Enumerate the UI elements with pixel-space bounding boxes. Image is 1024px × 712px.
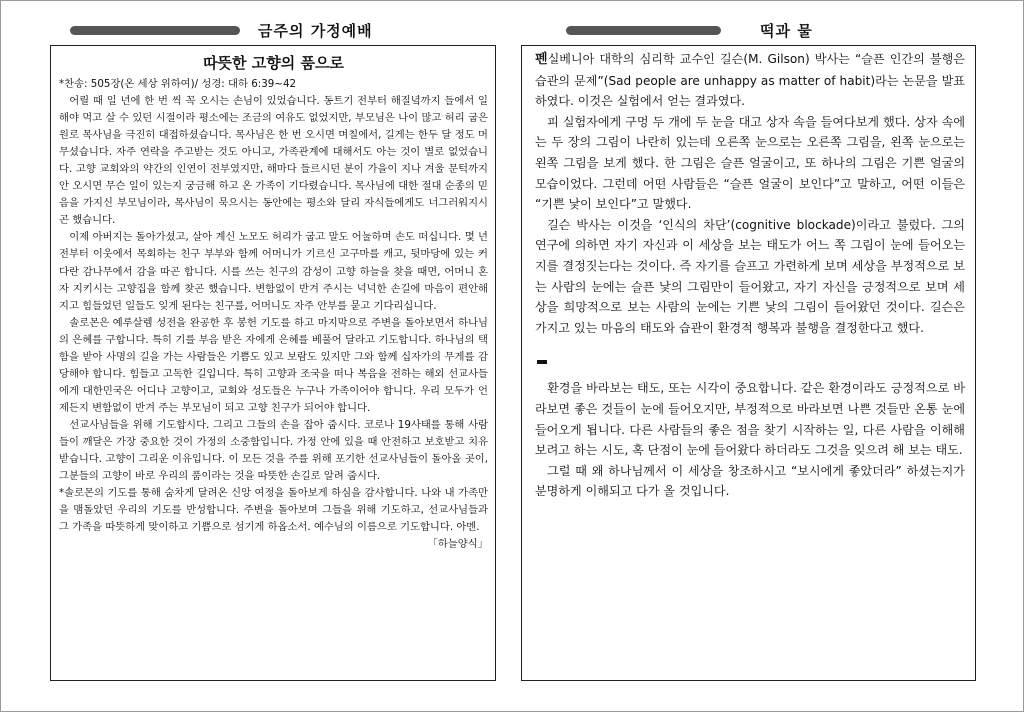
intro-text: 실베니아 대학의 심리학 교수인 길슨(M. Gilson) 박사는 “슬픈 인간의 불행은 습관의 문제”(Sad people are unhappy as matter of habit)라는 논문을 발표하였다. 이것은 실험에서 얻는 결과였다. [535,52,965,109]
source-signature: 「하늘양식」 [427,538,488,551]
prayer-text: *솔로몬의 기도를 통해 숨차게 달려온 신앙 여정을 돌아보게 하심을 감사합니다. 나와 내 가족만을 맴돌았던 우리의 기도를 반성합니다. 주변을 돌아보며 그들을 위해 기도하고, 선교사님들과 그 가족을 따뜻하게 맞이하고 기쁨으로 섬기게 하옵소서. 예수님의 이름으로 기도합니다. 아멘. [59,487,488,534]
left-paragraph: 선교사님들을 위해 기도합시다. 그리고 그들의 손을 잡아 줍시다. 코로나 19사태를 통해 사람들이 깨달은 가장 중요한 것이 가정의 소중함입니다. 가정 안에 있을 때 안전하고 보호받고 치유 받습니다. 고향이 그리운 이유입니다. 이 모든 것을 주를 위해 포기한 선교사님들이 돌아올 곳이, 그분들의 고향이 바로 우리의 품이라는 것을 따뜻한 손길로 알려 줍시다. [59,418,488,483]
right-paragraph: 길슨 박사는 이것을 ‘인식의 차단’(cognitive blockade)이라고 불렀다. 그의 연구에 의하면 자기 자신과 이 세상을 보는 태도가 어느 쪽 그림이 눈에 들어오는지를 결정짓는다는 것이다. 즉 자기를 슬프고 가련하게 보며 세상을 부정적으로 보는 사람의 눈에는 슬픈 낯의 그림만이 들어왔고, 자기 자신을 긍정적으로 보며 세상을 희망적으로 보는 사람의 눈에는 기쁜 낯의 그림이 들어왔던 것이다. 길슨은 가지고 있는 마음의 태도와 습관이 환경적 행복과 불행을 결정한다고 했다. [535,217,965,335]
left-paragraph: 이제 아버지는 돌아가셨고, 살아 계신 노모도 허리가 굽고 말도 어눌하며 손도 떠십니다. 몇 년 전부터 이웃에서 목회하는 친구 부부와 함께 어머니가 기르신 고구마를 캐고, 뒷마당에 있는 커다란 감나무에서 감을 따곤 합니다. 시를 쓰는 친구의 감성이 고향 하늘을 찾을 때면, 어머니 혼자 지키시는 고향집을 함께 찾곤 했습니다. 변함없이 반겨 주시는 넉넉한 손길에 마음이 편안해지고 힘들었던 일들도 잊게 된다는 친구를, 어머니도 자주 안부를 묻고 기다리십니다. [59,231,488,312]
left-header-bar [70,26,240,35]
article-title: 따뜻한 고향의 품으로 [203,54,344,72]
right-paragraph: 환경을 바라보는 태도, 또는 시각이 중요합니다. 같은 환경이라도 긍정적으로 바라보면 좋은 것들이 눈에 들어오지만, 부정적으로 바라보면 나쁜 것들만 온통 눈에 들어오게 됩니다. 다른 사람들의 좋은 점을 찾기 시작하는 일, 다른 사람을 이해해 보려고 하는 시도, 혹 단점이 눈에 들어왔다 하더라도 그것을 잊으려 해 보는 태도. [535,381,965,458]
left-header-title: 금주의 가정예배 [258,22,373,40]
right-paragraph: 피 실험자에게 구멍 두 개에 두 눈을 대고 상자 속을 들여다보게 했다. 상자 속에는 두 장의 그림이 나란히 있는데 오른쪽 눈으로는 오른쪽 그림을, 왼쪽 눈으로는 왼쪽 그림을 보게 했다. 한 그림은 슬픈 얼굴이고, 또 하나의 그림은 기쁜 얼굴의 모습이었다. 그런데 어떤 사람들은 “슬픈 얼굴이 보인다”고 말하고, 어떤 이들은 “기쁜 낯이 보인다”고 말했다. [535,114,965,212]
hymn-scripture-line: *찬송: 505장(온 세상 위하여)/ 성경: 대하 6:39~42 [59,78,297,90]
left-column [50,45,496,681]
intro-first-word: 펜 [535,52,548,67]
right-paragraph: 그럴 때 왜 하나님께서 이 세상을 창조하시고 “보시에게 좋았더라” 하셨는지가 분명하게 이해되고 다가 올 것입니다. [535,463,965,499]
prayer-paragraph [59,485,488,551]
left-paragraph: 어릴 때 일 년에 한 번 씩 꼭 오시는 손님이 있었습니다. 동트기 전부터 해질녘까지 들에서 일해야 먹고 살 수 있던 시절이라 평소에는 조금의 여유도 없었지만, 부모님은 나이 많고 허리 굽은 원로 목사님을 극진히 대접하셨습니다. 목사님은 한 번 오시면 며칠에서, 길게는 한두 달 정도 머무셨습니다. 자주 연락을 주고받는 것도 아니고, 가족관계에 대해서도 아는 것이 별로 없었습니다. 고향 교회와의 약간의 인연이 전부였지만, 해마다 들르시던 분이 가을이 지나 겨울 문턱까지 안 오시면 무슨 일이 있는지 궁금해 하고 온 가족이 기다렸습니다. 목사님에 대한 절대 순종의 믿음을 가지신 부모님이라, 목사님이 묵으시는 동안에는 평소와 달리 자식들에게도 너그러워지시곤 했습니다. [59,95,488,227]
right-header-title: 떡과 물 [760,22,813,40]
section-dash-mark [537,360,547,364]
right-column [521,45,976,681]
left-paragraph: 솔로몬은 예루살렘 성전을 완공한 후 봉헌 기도를 하고 마지막으로 주변을 돌아보면서 하나님의 은혜를 구합니다. 특히 기를 부음 받은 자에게 은혜를 베풀어 달라고 기도합니다. 하나님의 택함을 받아 사명의 길을 가는 사람들은 기쁨도 있고 보람도 있지만 그와 함께 십자가의 무게를 감당해야 합니다. 힘들고 고독한 길입니다. 특히 고향과 조국을 떠나 복음을 전하는 해외 선교사들에게 대한민국은 어디나 고향이고, 교회와 성도들은 누구나 가족이어야 합니다. 우리 모두가 언제든지 변함없이 반겨 주는 부모님이 되고 고향 친구가 되어야 합니다. [59,316,488,414]
right-intro-paragraph [535,49,965,112]
right-header-bar [566,26,721,35]
